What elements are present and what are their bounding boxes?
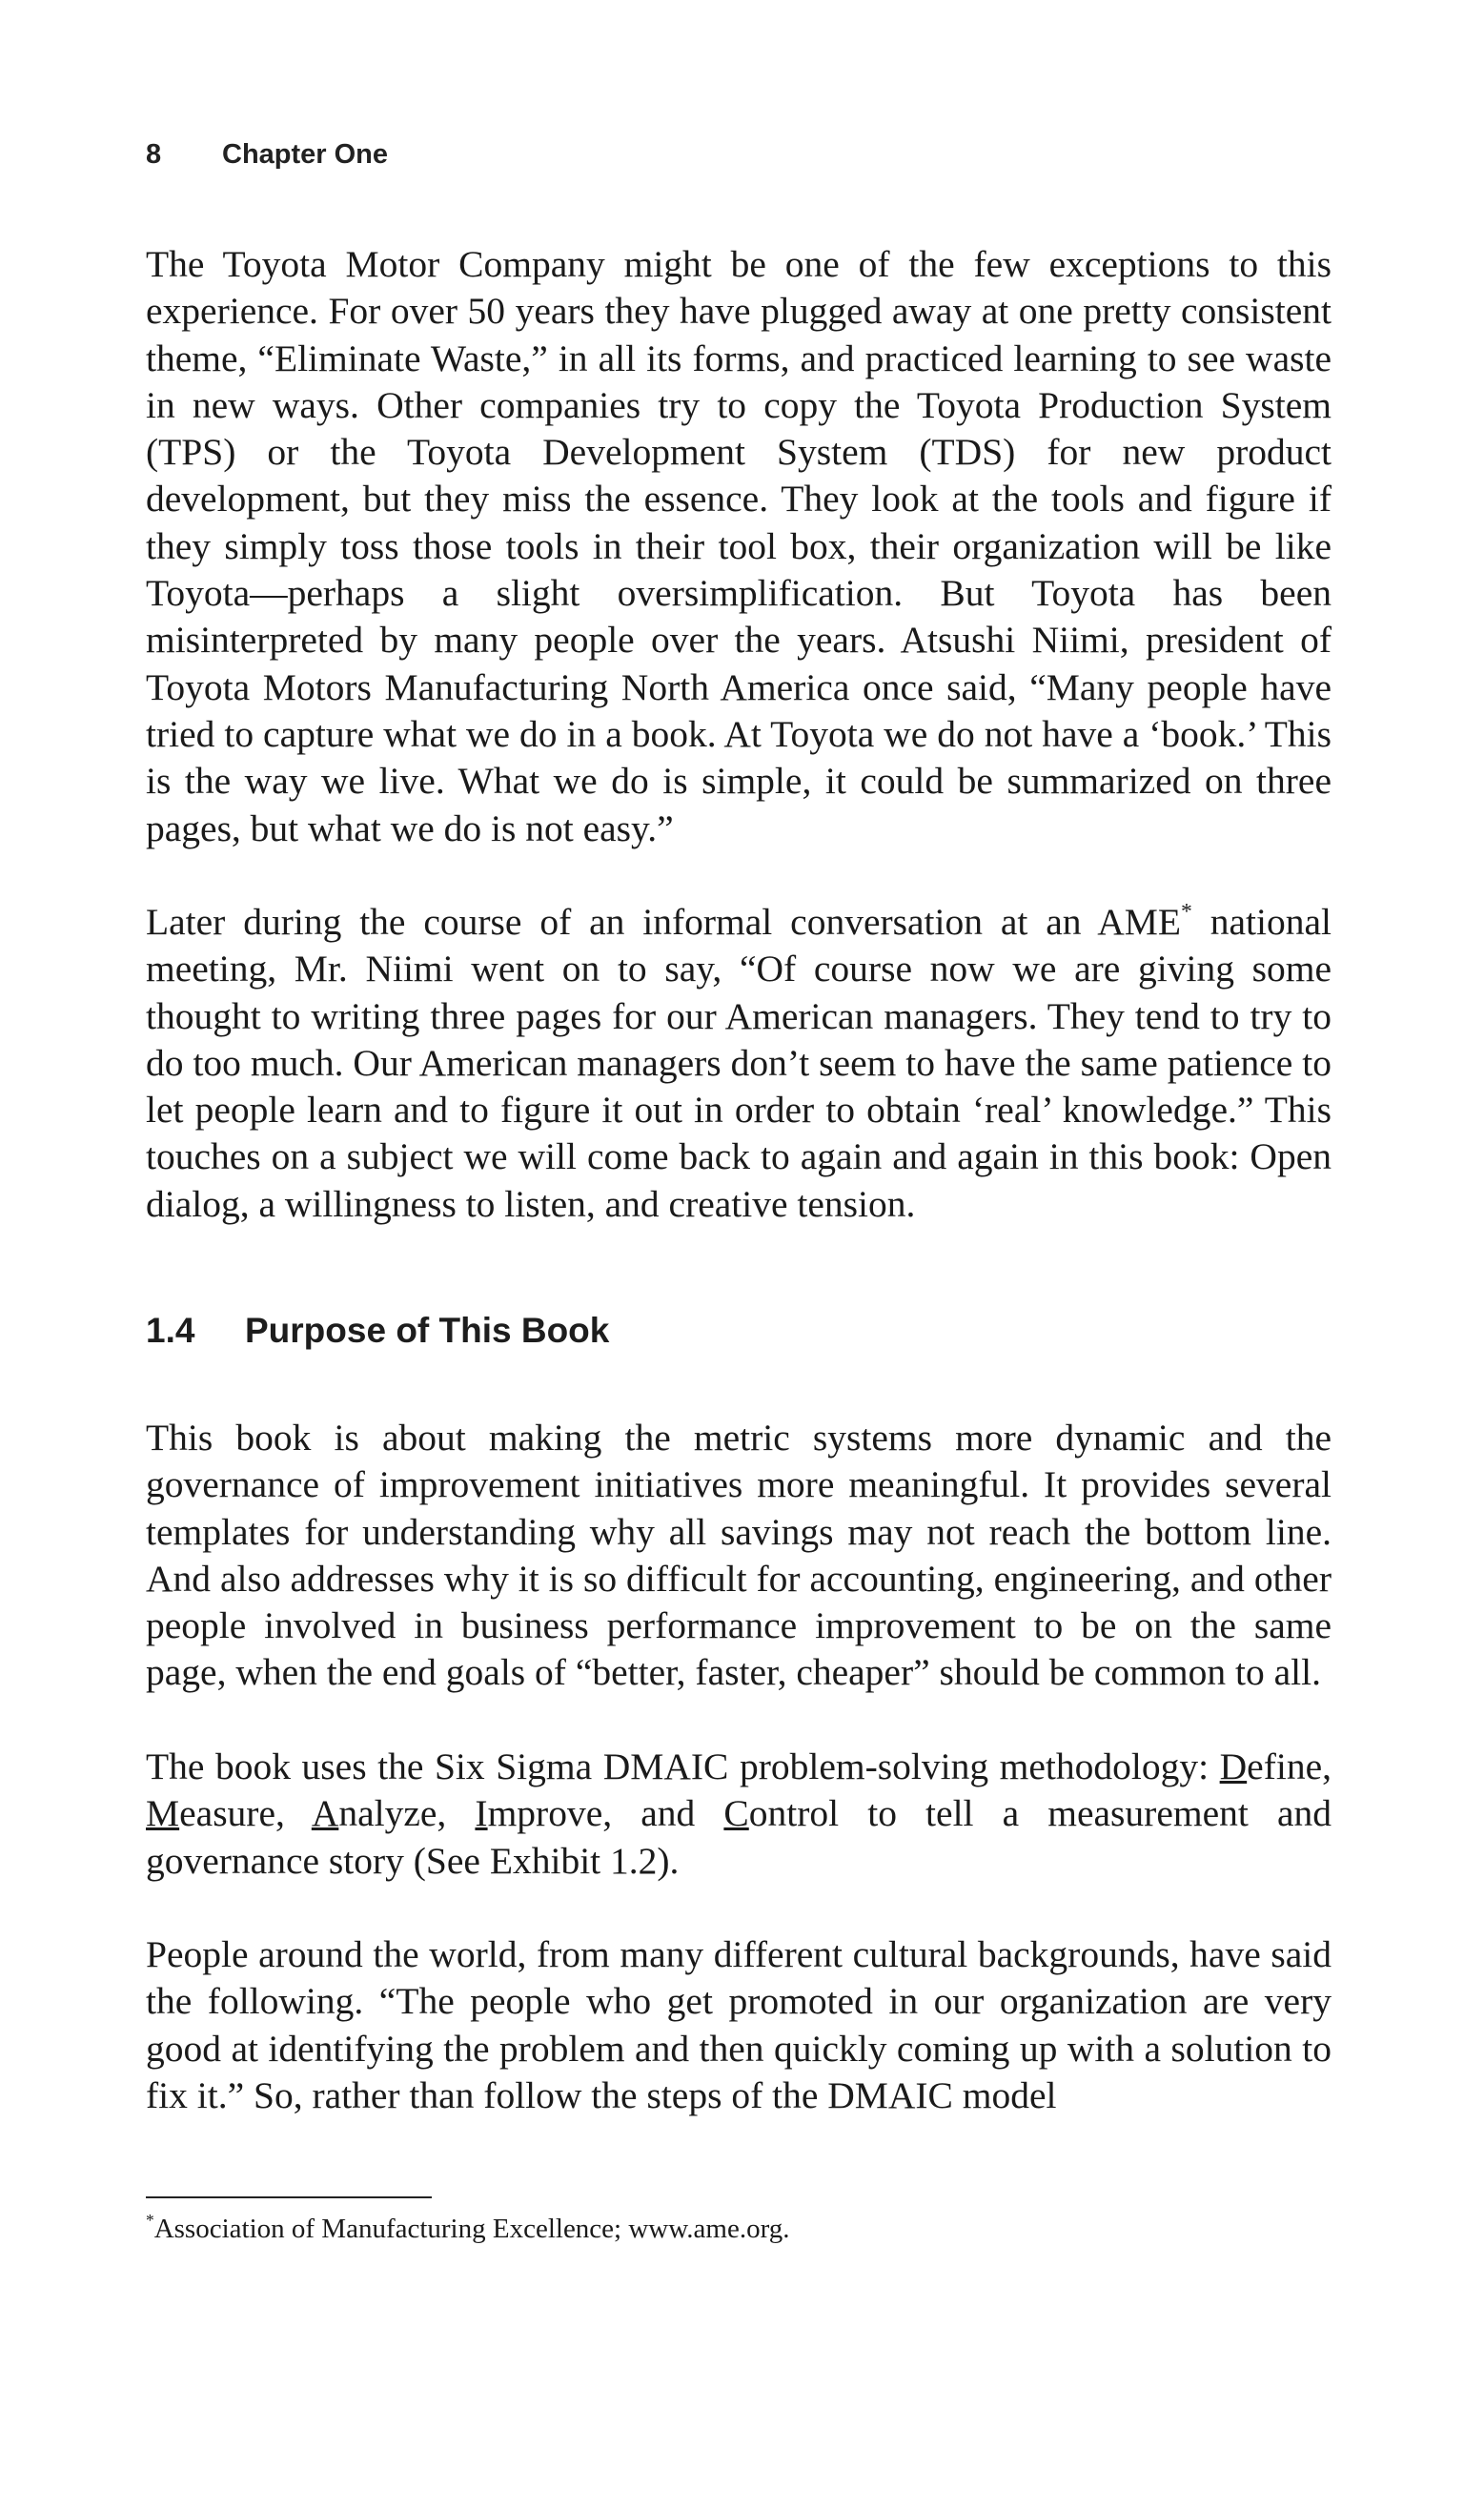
page-number: 8 <box>146 139 162 170</box>
dmaic-separator: , <box>275 1792 312 1835</box>
section-title: Purpose of This Book <box>245 1311 610 1350</box>
dmaic-analyze-initial: A <box>311 1792 339 1835</box>
dmaic-define-rest: efine <box>1247 1745 1323 1787</box>
paragraph-purpose: This book is about making the metric systems more dynamic and the governance of improvement initiatives more meaningful. It provides several templates for understanding why all savings may not reach the bottom line. And also addresses why it is so difficult for accounting, engineering, and other people involved in business performance improvement to be on the same page, when the end goals of “better, faster, cheaper” should be common to all. <box>146 1417 1332 1694</box>
dmaic-control-rest: ontrol <box>748 1792 840 1835</box>
footnote-text: Association of Manufacturing Excellence; www.ame.org. <box>153 2214 790 2244</box>
paragraph-people: People around the world, from many different cultural backgrounds, have said the following. “The people who get promoted in our organization are very good at identifying the problem and then quickly coming up with a solution to fix it.” So, rather than follow the steps of the DMAIC model <box>146 1933 1332 2116</box>
dmaic-analyze-rest: nalyze <box>338 1792 437 1835</box>
paragraph-dmaic <box>146 1744 1332 1885</box>
dmaic-intro: The book uses the Six Sigma DMAIC problem-solving methodology: <box>146 1745 1220 1787</box>
paragraph-ame-meeting <box>146 899 1332 1228</box>
paragraph-ame-text-after: national meeting, Mr. Niimi went on to say, “Of course now we are giving some thought to writing three pages for our American managers. They tend to try to do too much. Our American managers don’t seem to have the same patience to let people learn and to figure it out in order to obtain ‘real’ knowledge.” This touches on a subject we will come back to again and again in this book: Open dialog, a willingness to listen, and creative tension. <box>146 901 1332 1225</box>
footnote <box>146 2210 790 2245</box>
dmaic-measure-initial: M <box>146 1792 180 1835</box>
footnote-rule <box>146 2196 432 2198</box>
footnote-marker: * <box>146 2210 154 2230</box>
chapter-title: Chapter One <box>222 139 389 170</box>
section-heading <box>146 1311 609 1351</box>
dmaic-control-initial: C <box>723 1792 749 1835</box>
dmaic-outro: to tell a measurement and governance story (See Exhibit 1.2). <box>146 1792 1332 1882</box>
section-number: 1.4 <box>146 1311 195 1350</box>
running-head <box>146 139 388 171</box>
footnote-reference: * <box>1181 899 1192 925</box>
dmaic-separator: , <box>1322 1745 1332 1787</box>
dmaic-improve-rest: mprove <box>487 1792 603 1835</box>
dmaic-measure-rest: easure <box>179 1792 275 1835</box>
dmaic-separator: , and <box>602 1792 724 1835</box>
dmaic-improve-initial: I <box>475 1792 488 1835</box>
dmaic-separator: , <box>437 1792 476 1835</box>
dmaic-define-initial: D <box>1219 1745 1248 1787</box>
paragraph-toyota: The Toyota Motor Company might be one of the few exceptions to this experience. For over 50 years they have plugged away at one pretty consistent theme, “Eliminate Waste,” in all its forms, and practiced learning to see waste in new ways. Other companies try to copy the Toyota Production System (TPS) or the Toyota Development System (TDS) for new product development, but they miss the essence. They look at the tools and figure if they simply toss those tools in their tool box, their organization will be like Toyota—perhaps a slight oversimplification. But Toyota has been misinterpreted by many people over the years. Atsushi Niimi, president of Toyota Motors Manufacturing North America once said, “Many people have tried to capture what we do in a book. At Toyota we do not have a ‘book.’ This is the way we live. What we do is simple, it could be summarized on three pages, but what we do is not easy.” <box>146 243 1332 849</box>
paragraph-ame-text-before: Later during the course of an informal conversation at an AME <box>146 901 1182 943</box>
